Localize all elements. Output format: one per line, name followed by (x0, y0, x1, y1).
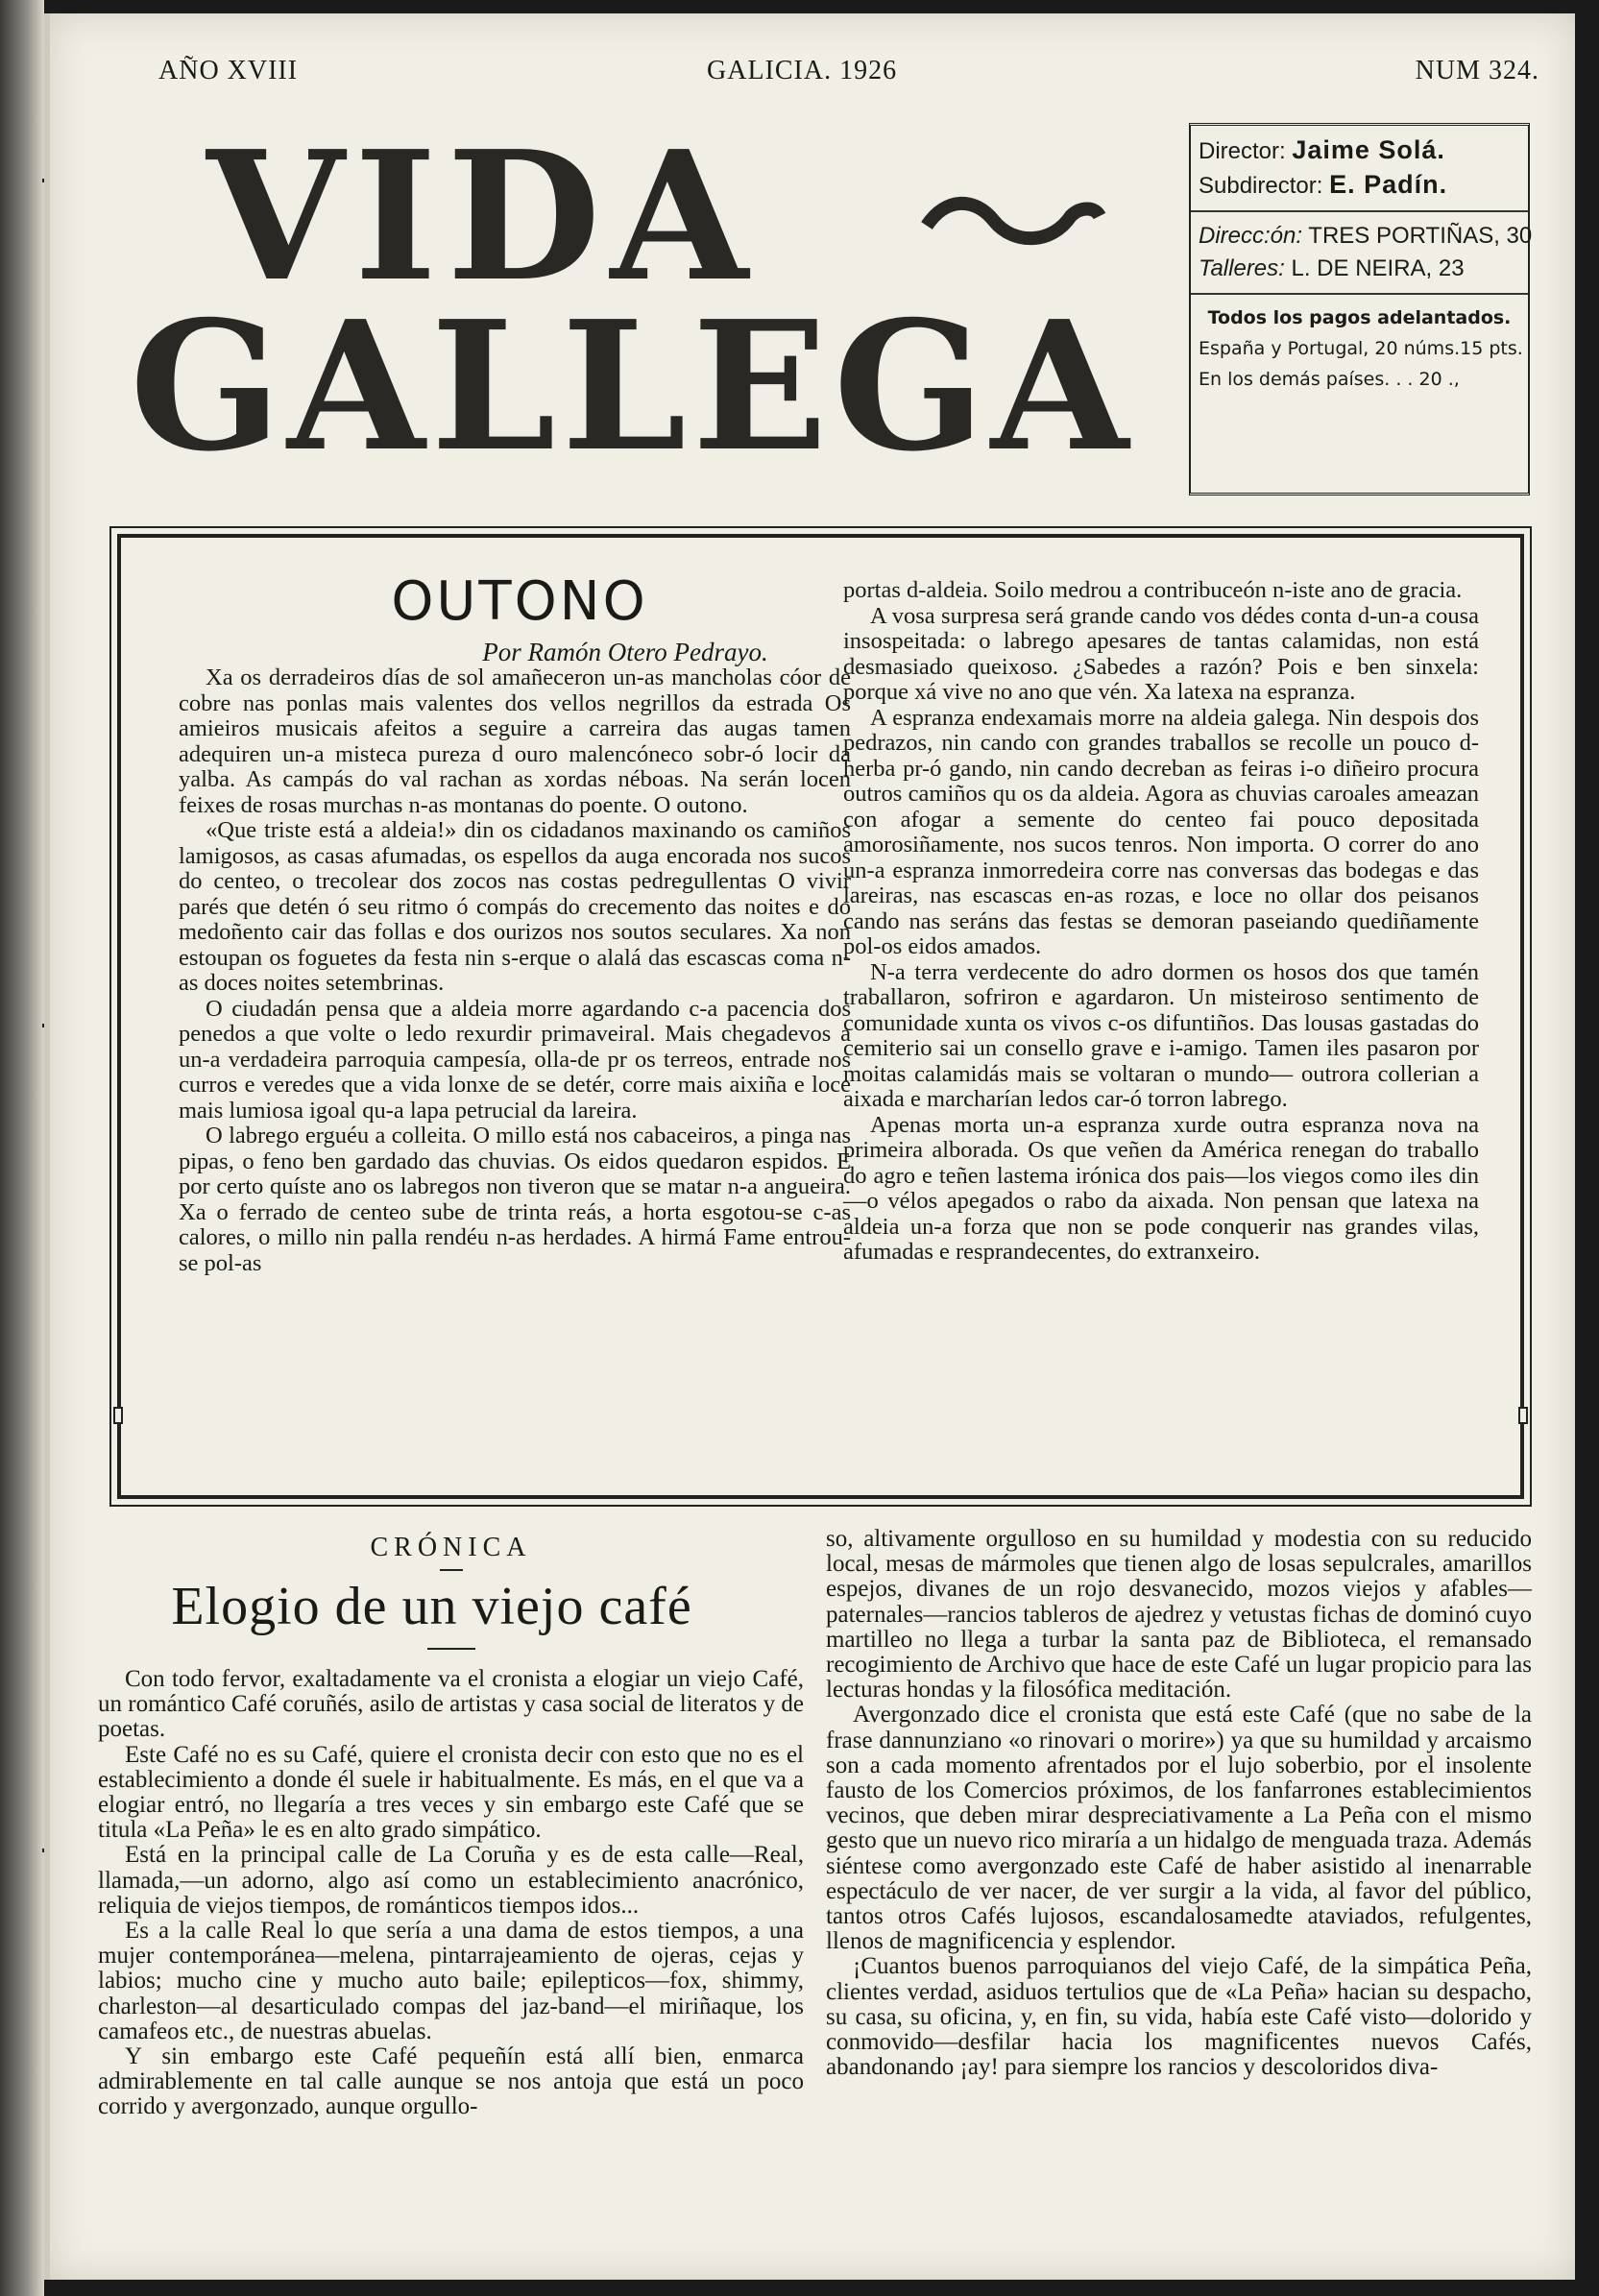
director-name: Jaime Solá. (1292, 135, 1445, 164)
border-ornament (1518, 1407, 1528, 1424)
outono-byline: Por Ramón Otero Pedrayo. (482, 638, 768, 666)
outono-article-box (117, 534, 1524, 1499)
talleres-value: L. DE NEIRA, 23 (1291, 255, 1465, 281)
masthead-line-2: GALLEGA (130, 281, 1135, 491)
cronica-left-column (98, 1527, 804, 2120)
cronica-right-text (826, 1527, 1532, 2080)
outono-paragraph: Apenas morta un-a espranza xurde outra espranza nova na primeira alborada. Os que veñen da América renegan do traballo do agro e teñen lastema irónica dos pais—los viegos como iles din—o vélos apegados o rabo da aixada. Non pensan que latexa na aldeia un-a forza que non se pode conquerir nas grandes vilas, afumadas e resprandecentes, do extranxeiro. (843, 1111, 1479, 1265)
outono-title: OUTONO (391, 570, 648, 633)
outono-right-column (843, 578, 1479, 1266)
outono-paragraph: N-a terra verdecente do adro dormen os hosos dos que tamén traballaron, sofriron e agardaron. Un misteiroso sentimento de comunidade xunta os vivos c-os difuntiños. Das lousas gastadas do cemiterio sai un consello grave e i-amigo. Tamen iles pasaron por moitas calamidás mais se voltaran o mundo— outrora collerian a aixada e marcharían ledos car-ó torron labrego. (843, 958, 1479, 1112)
outono-paragraph: «Que triste está a aldeia!» din os cidadanos maxinando os camiños lamigosos, as casas afumadas, os espellos da auga encorada nos sucos do centeo, o trecolear dos zocos nas costas pedregullentas O vivir parés que detén ó seu ritmo ó compás do crecemento das noites e do medoñento cair das follas e dos ourizos nos soutos seculares. Xa non estoupan os foguetes da festa nin s-erque o alalá das escascas coma n-as doces noites setembrinas. (179, 817, 851, 996)
outono-paragraph: A espranza endexamais morre na aldeia galega. Nin despois dos pedrazos, nin cando con grandes traballos se recolle un pouco d-herba pr-ó gando, nin cando decreban as feiras i-o diñeiro procura outros camiños qu os da aldeia. Agora as chuvias caroales ameazan con afogar a semente do centeo fai pouco depositada amorosiñamente, nos sucos tenros. Non importa. O correr do ano un-a espranza inmorredeira corre nas conversas das bodegas e das lareiras, nas escascas en-as rozas, e loce no ollar dos peisanos cando nas seráns das festas se demoran paseiando quediñamente pol-os eidos amados. (843, 704, 1479, 959)
cronica-paragraph: Con todo fervor, exaltadamente va el cronista a elogiar un viejo Café, un romántico Café coruñés, asilo de artistas y casa social de literatos y de poetas. (98, 1666, 804, 1743)
masthead-line-1: VIDA (206, 111, 759, 321)
info-box (1189, 123, 1533, 495)
price-spain: España y Portugal, 20 núms.15 pts. (1199, 338, 1523, 359)
director-label: Director: (1199, 138, 1286, 164)
subdirector-name: E. Padín. (1329, 170, 1448, 199)
outono-left-column (179, 571, 851, 1276)
cronica-paragraph: Este Café no es su Café, quiere el cronista decir con esto que no es el establecimiento a donde él suele ir habitualmente. Es más, en el que va a elogiar entró, no llegaría a tres veces y sin embargo este Café que se titula «La Peña» le es en alto grado simpático. (98, 1741, 804, 1844)
cronica-paragraph: ¡Cuantos buenos parroquianos del viejo Café, de la simpática Peña, clientes verdad, asiduos tertulios que de «La Peña» hacian su despacho, su casa, su oficina, y, en fin, su vida, había este Café visto—dolorido y conmovido—desfilar hacia los magnificentes nuevos Cafés, abandonando ¡ay! para siempre los rancios y descoloridos diva- (826, 1953, 1532, 2081)
cronica-paragraph: Está en la principal calle de La Coruña y es de esta calle—Real, llamada,—un adorno, algo así como un establecimiento anacrónico, reliquia de viejos tiempos, de románticos tiempos idos... (98, 1842, 804, 1919)
divider (440, 1569, 463, 1571)
border-ornament (113, 1407, 123, 1424)
cronica-paragraph: Avergonzado dice el cronista que está este Café (que no sabe de la frase dannunziano «o rinovari o morire») ya que su humildad y arcaismo son a cada momento afrentados por el lujo soberbio, por el insolente fausto de los Comercios próximos, de los fanfarrones establecimientos vecinos, que deben mirar despreciativamente a La Peña con el mismo gesto que un nuevo rico miraría a un hidalgo de menguada traza. Además siéntese como avergonzado este Café de haber asistido al inenarrable espectáculo de ver nacer, de ver surgir a la vida, al favor del público, tantos otros Cafés lujosos, escandalosamedte ataviados, refulgentes, llenos de magnificencia y esplendor. (826, 1702, 1532, 1955)
pagos-note: Todos los pagos adelantados. (1207, 307, 1512, 328)
direccion-label: Direcc:ón: (1199, 223, 1303, 249)
subdirector-label: Subdirector: (1199, 173, 1323, 199)
cronica-left-text (98, 1667, 804, 2120)
divider (427, 1648, 475, 1650)
info-addresses (1191, 212, 1533, 295)
info-staff (1191, 126, 1528, 212)
price-other: En los demás países. . . 20 ., (1199, 369, 1460, 390)
masthead-swash-ornament (917, 187, 1109, 254)
outono-paragraph: portas d-aldeia. Soilo medrou a contribuceón n-iste ano de gracia. (843, 577, 1463, 603)
cronica-right-column (826, 1527, 1532, 2080)
place-date: GALICIA. 1926 (707, 56, 898, 85)
masthead (130, 111, 1186, 491)
cronica-title: Elogio de un viejo café (171, 1577, 692, 1636)
page-edge (0, 0, 44, 2296)
outono-paragraph: O ciudadán pensa que a aldeia morre agardando c-a pacencia dos penedos a que volte o ledo rexurdir primaveiral. Mais chegadevos a un-a verdadeira parroquia campesía, olla-de pr os terreos, entrade nos curros e veredes que a vida lonxe de se detér, corre mais aixiña e loce mais lumiosa igoal qu-a lapa petrucial da lareira. (179, 995, 851, 1124)
outono-paragraph: A vosa surpresa será grande cando vos dédes conta d-un-a cousa insospeitada: o labrego apesares de tantas calamidas, non está desmasiado queixoso. ¿Sabedes a razón? Pois e ben sinxela: porque xá vive no ano que vén. Xa latexa na espranza. (843, 602, 1479, 705)
info-prices (1191, 295, 1528, 402)
section-label: CRÓNICA (370, 1533, 532, 1562)
cronica-paragraph: so, altivamente orgulloso en su humildad y modestia con su reducido local, mesas de mármoles que tienen algo de losas sepulcrales, amarillos espejos, divanes de un rojo desvanecido, mozos viejos y afables—paternales—rancios tableros de ajedrez y vetustas fichas de dominó cuyo martilleo no llega a turbar la santa paz de Biblioteca, el remansado recogimiento de Archivo que hace de este Café un lugar propicio para las lecturas hondas y la filosófica meditación. (826, 1526, 1532, 1704)
issue-number: NUM 324. (1415, 56, 1539, 85)
cronica-paragraph: Es a la calle Real lo que sería a una dama de estos tiempos, a una mujer contemporánea—melena, pintarrajeamiento de ojeras, cejas y labios; mucho cine y mucho auto baile; epilepticos—fox, shimmy, charleston—al desarticulado compas del jaz-band—el miriñaque, los camafeos etc., de nuestras abuelas. (98, 1918, 804, 2044)
direccion-value: TRES PORTIÑAS, 30 (1308, 223, 1533, 249)
year-label: AÑO XVIII (158, 56, 299, 85)
outono-paragraph: O labrego erguéu a colleita. O millo está nos cabaceiros, a pinga nas pipas, o feno ben gardado das chuvias. Os eidos quedaron espidos. E por certo quíste ano os labregos non tiveron que se matar n-a angueira. Xa o ferrado de centeo sube de trinta reás, a horta esgotou-se c-as calores, o millo nin palla rendéu n-as herdades. A hirmá Fame entrou-se pol-as (179, 1123, 851, 1276)
outono-paragraph: Xa os derradeiros días de sol amañeceron un-as mancholas cóor de cobre nas ponlas mais valentes dos vellos negrillos da estrada Os amieiros musicais afeitos a seguire a carreira das augas tamen adequiren un-a misteca pureza d ouro malencóneco sobr-ó locir da yalba. As campás do val rachan as xordas néboas. Na serán locen feixes de rosas murchas n-as montanas do poente. O outono. (179, 665, 851, 818)
talleres-label: Talleres: (1199, 255, 1285, 281)
cronica-paragraph: Y sin embargo este Café pequeñín está allí bien, enmarca admirablemente en tal calle aunque se nos antoja que está un poco corrido y avergonzado, aunque orgullo- (98, 2043, 804, 2120)
